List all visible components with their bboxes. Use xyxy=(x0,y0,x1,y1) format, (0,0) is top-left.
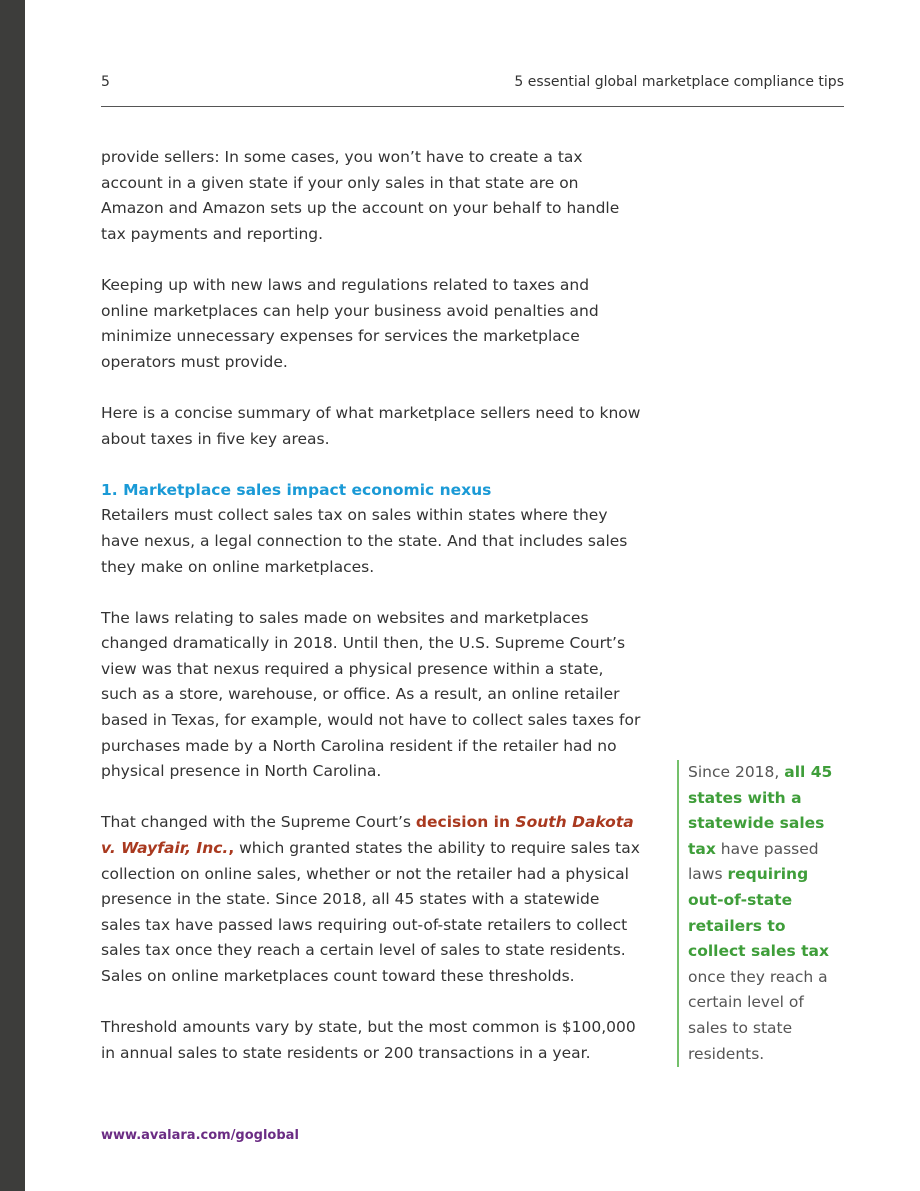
paragraph-3: Here is a concise summary of what marketplace sellers need to know about taxes in five key areas. xyxy=(101,403,641,448)
main-body xyxy=(101,145,641,1092)
paragraph-6-lead: That changed with the Supreme Court’s xyxy=(101,813,416,832)
wayfair-decision-link[interactable]: decision in South Dakota v. Wayfair, Inc., xyxy=(101,813,634,858)
pull-quote: Since 2018, all 45 states with a statewide sales tax have passed laws requiring out-of-state retailers to collect sales tax once they reach a certain level of sales to state residents. xyxy=(677,760,838,1067)
page-number: 5 xyxy=(101,74,110,90)
section-heading: 1. Marketplace sales impact economic nexus xyxy=(101,480,492,499)
running-title: 5 essential global marketplace compliance tips xyxy=(514,74,844,90)
paragraph-6-rest: which granted states the ability to require sales tax collection on online sales, whether or not the retailer had a physical presence in the state. Since 2018, all 45 states with a statewide sales tax have passed laws requiring out-of-state retailers to collect sales tax once they reach a certain level of sales to state residents. Sales on online marketplaces count toward these thresholds. xyxy=(101,839,640,985)
paragraph-6 xyxy=(101,810,641,989)
pull-quote-highlight-1: all 45 states with a statewide sales tax xyxy=(688,763,833,858)
section-1 xyxy=(101,478,641,580)
page-header xyxy=(101,74,844,107)
paragraph-7: Threshold amounts vary by state, but the most common is $100,000 in annual sales to state residents or 200 transactions in a year. xyxy=(101,1018,636,1062)
footer-website-link[interactable]: www.avalara.com/goglobal xyxy=(101,1128,299,1143)
paragraph-1: provide sellers: In some cases, you won’t have to create a tax account in a given state if your only sales in that state are on Amazon and Amazon sets up the account on your behalf to handle tax payments and reporting. xyxy=(101,148,620,243)
left-margin-bar xyxy=(0,0,25,1191)
paragraph-2: Keeping up with new laws and regulations related to taxes and online marketplaces can help your business avoid penalties and minimize unnecessary expenses for services the marketplace operators must provide. xyxy=(101,275,599,371)
pull-quote-highlight-2: requiring out-of-state retailers to collect sales tax xyxy=(688,865,829,961)
paragraph-4: Retailers must collect sales tax on sales within states where they have nexus, a legal connection to the state. And that includes sales they make on online marketplaces. xyxy=(101,506,628,576)
paragraph-5: The laws relating to sales made on websites and marketplaces changed dramatically in 2018. Until then, the U.S. Supreme Court’s view was that nexus required a physical presence within a state, such as a store, warehouse, or office. As a result, an online retailer based in Texas, for example, would not have to collect sales taxes for purchases made by a North Carolina resident if the retailer had no physical presence in North Carolina. xyxy=(101,608,641,781)
case-name: South Dakota v. Wayfair, Inc. xyxy=(101,813,634,858)
